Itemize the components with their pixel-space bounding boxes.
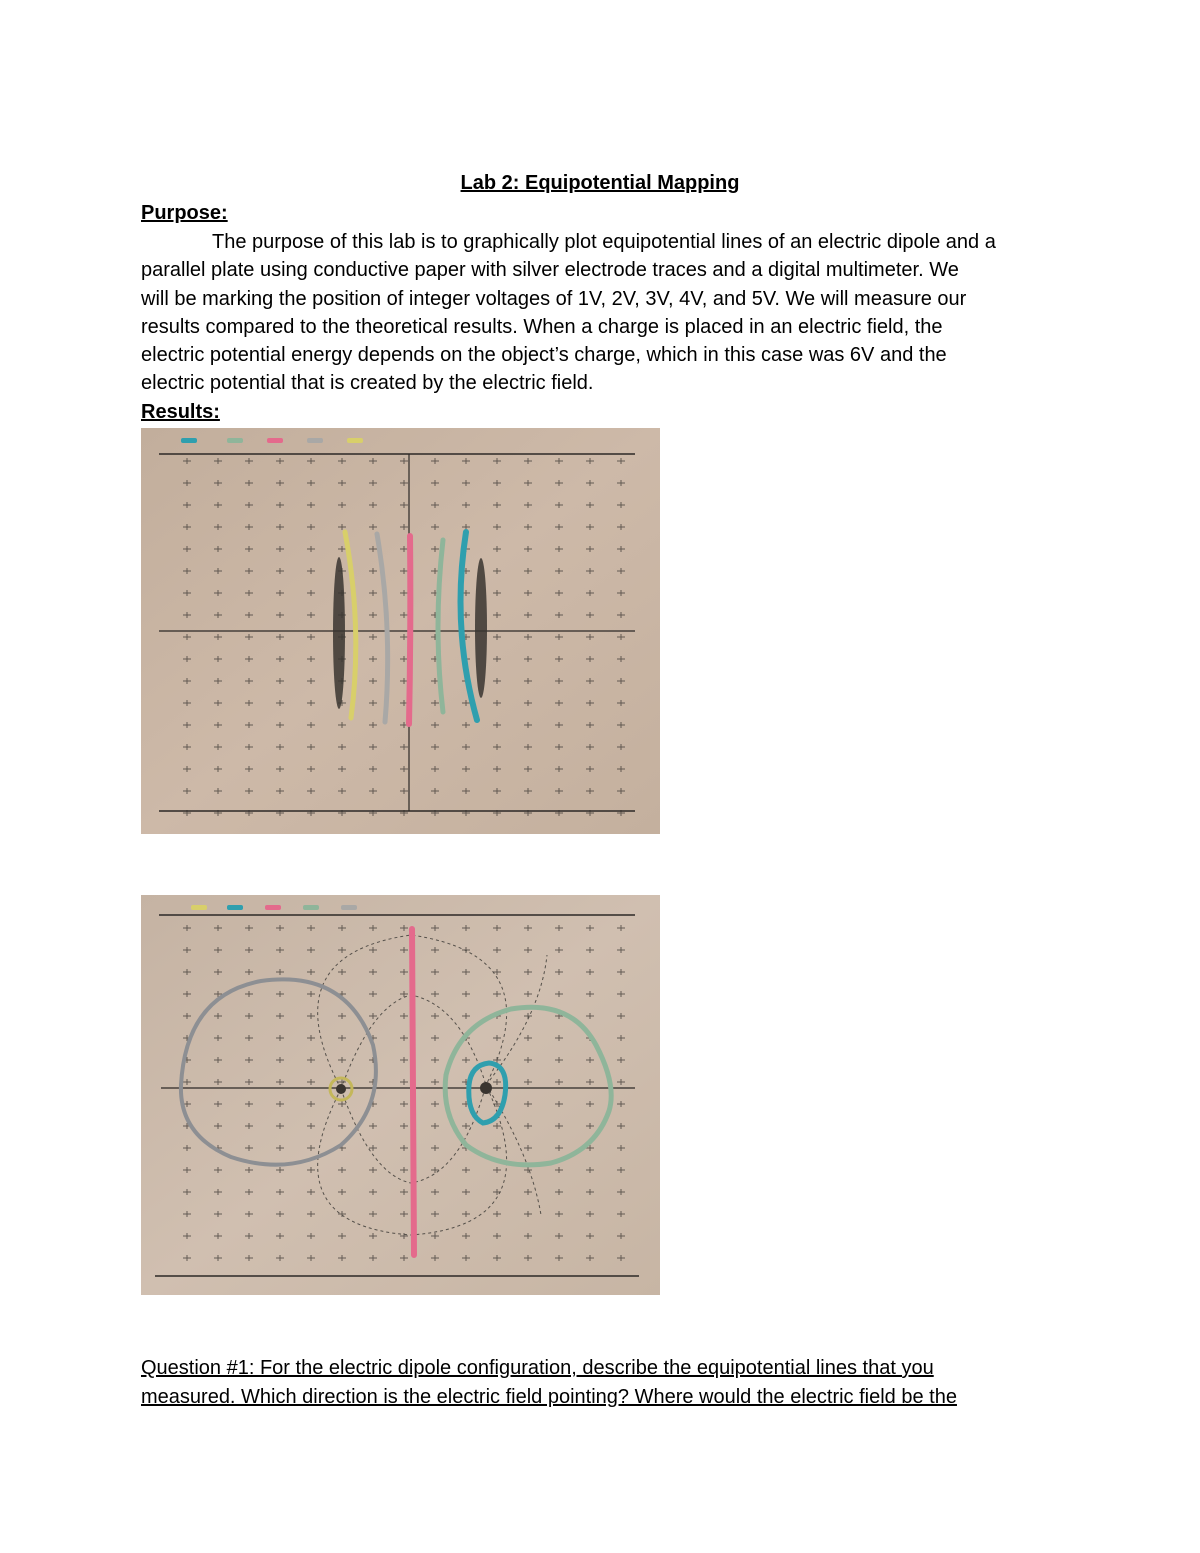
page-title: Lab 2: Equipotential Mapping: [460, 172, 740, 194]
parallel-plate-photo: [141, 428, 660, 834]
purpose-line: results compared to the theoretical results. When a charge is placed in an electric field, the: [141, 315, 943, 338]
question-line: measured. Which direction is the electric field pointing? Where would the electric field be the: [141, 1386, 957, 1408]
purpose-line: will be marking the position of integer voltages of 1V, 2V, 3V, 4V, and 5V. We will measure our: [141, 287, 967, 310]
dipole-photo: [141, 895, 660, 1295]
question-1: [141, 1354, 1071, 1412]
purpose-line: electric potential energy depends on the object’s charge, which in this case was 6V and the: [141, 344, 947, 367]
parallel-plate-drawing: [141, 428, 660, 834]
purpose-paragraph: [141, 228, 1071, 398]
purpose-heading: Purpose:: [141, 202, 228, 224]
dipole-drawing: [141, 895, 660, 1295]
purpose-line: parallel plate using conductive paper with silver electrode traces and a digital multimeter. We: [141, 259, 959, 282]
question-line: Question #1: For the electric dipole configuration, describe the equipotential lines that you: [141, 1357, 934, 1379]
purpose-line: electric potential that is created by the electric field.: [141, 372, 594, 395]
purpose-line: The purpose of this lab is to graphically plot equipotential lines of an electric dipole and a: [212, 231, 996, 253]
results-heading: Results:: [141, 401, 220, 423]
